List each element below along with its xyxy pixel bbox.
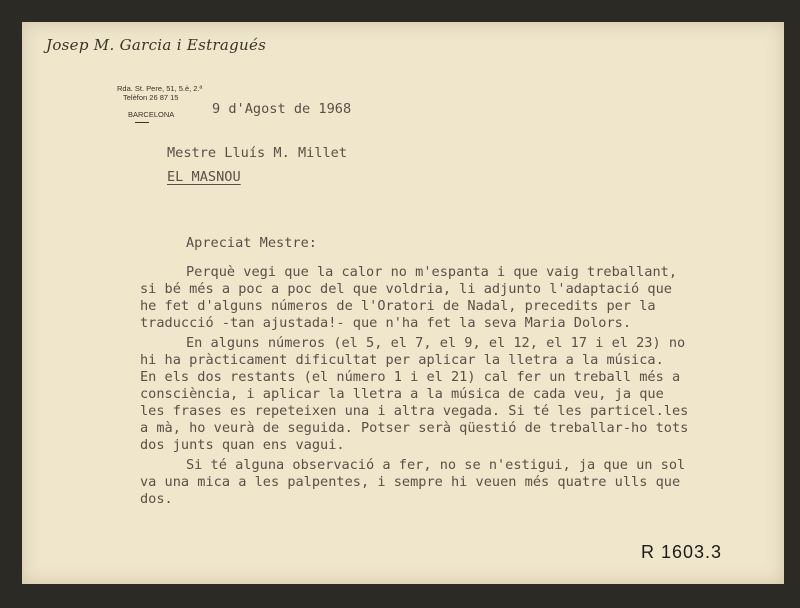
recipient-name: Mestre Lluís M. Millet bbox=[167, 145, 348, 161]
body-line: dos junts quan ens vagui. bbox=[140, 437, 345, 453]
letterhead-phone: Telèfon 26 87 15 bbox=[123, 93, 179, 102]
body-line: si bé més a poc a poc del que voldria, li adjunto l'adaptació que bbox=[140, 281, 672, 297]
body-line: he fet d'alguns números de l'Oratori de Nadal, precedits per la bbox=[140, 298, 656, 314]
letter-date: 9 d'Agost de 1968 bbox=[212, 101, 352, 117]
body-line: En els dos restants (el número 1 i el 21) cal fer un treball més a bbox=[140, 369, 681, 385]
body-line: dos. bbox=[140, 491, 173, 507]
letterhead-address: Rda. St. Pere, 51, 5.è, 2.ª bbox=[117, 84, 203, 93]
body-line: hi ha pràcticament dificultat per aplicar la lletra a la música. bbox=[140, 352, 664, 368]
body-line: Si té alguna observació a fer, no se n'estigui, ja que un sol bbox=[186, 457, 686, 473]
body-line: En alguns números (el 5, el 7, el 9, el 12, el 17 i el 23) no bbox=[186, 335, 686, 351]
body-line: traducció -tan ajustada!- que n'ha fet la seva Maria Dolors. bbox=[140, 315, 632, 331]
letterhead-rule bbox=[135, 122, 149, 123]
salutation: Apreciat Mestre: bbox=[186, 235, 317, 251]
letterhead-name: Josep M. Garcia i Estragués bbox=[46, 36, 267, 54]
body-line: a mà, ho veurà de seguida. Potser serà qüestió de treballar-ho tots bbox=[140, 420, 689, 436]
body-line: Perquè vegi que la calor no m'espanta i que vaig treballant, bbox=[186, 264, 678, 280]
body-line: les frases es repeteixen una i altra vegada. Si té les particel.les bbox=[140, 403, 689, 419]
body-line: consciència, i aplicar la lletra a la música de cada veu, ja que bbox=[140, 386, 664, 402]
recipient-place: EL MASNOU bbox=[167, 169, 241, 185]
archive-reference: R 1603.3 bbox=[641, 542, 723, 562]
body-line: va una mica a les palpentes, i sempre hi veuen més quatre ulls que bbox=[140, 474, 681, 490]
letterhead-city: BARCELONA bbox=[128, 110, 175, 119]
